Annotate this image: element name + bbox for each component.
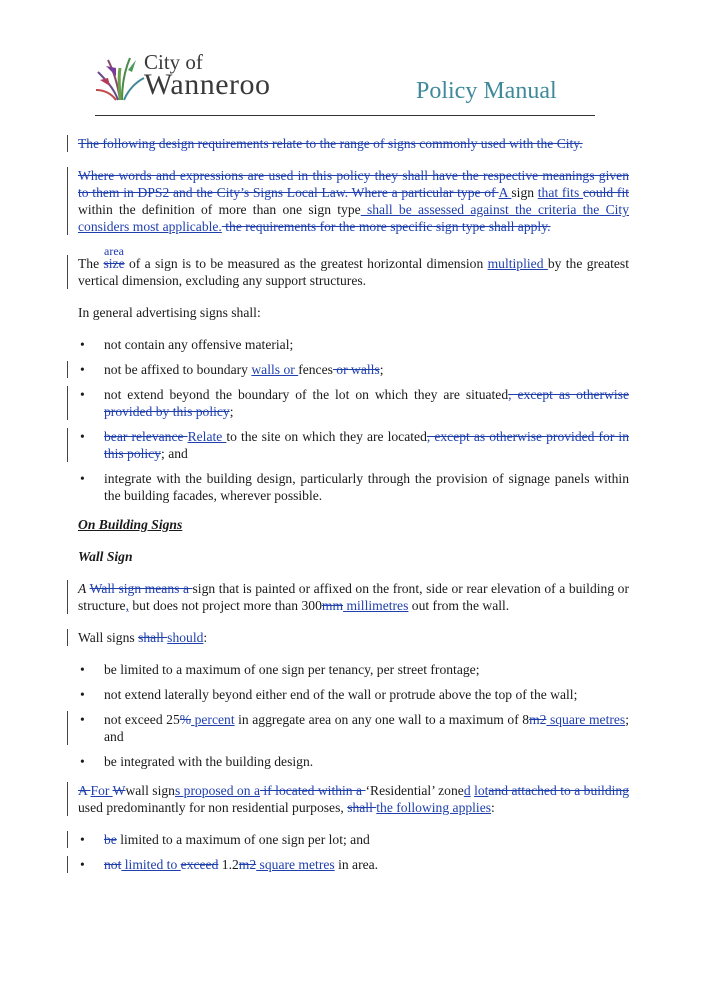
list-item xyxy=(78,661,629,678)
deleted-text: A xyxy=(78,783,91,798)
text: to the site on which they are located xyxy=(226,429,427,444)
inserted-text: A xyxy=(498,185,512,200)
list-item xyxy=(78,831,629,848)
text: not contain any offensive material; xyxy=(104,337,294,352)
bullet-icon: • xyxy=(80,662,85,677)
list-item xyxy=(78,753,629,770)
inserted-text: Relate xyxy=(187,429,227,444)
bullet-icon: • xyxy=(80,754,85,769)
text: limited to a maximum of one sign per lot; and xyxy=(116,832,370,847)
text: out from the wall. xyxy=(408,598,510,613)
inserted-text: , xyxy=(125,598,129,613)
text: be integrated with the building design. xyxy=(104,754,314,769)
text: sign xyxy=(511,185,538,200)
text: of a sign is to be measured as the greatest horizontal dimension xyxy=(124,256,488,271)
deleted-text: be xyxy=(104,832,117,847)
paragraph-sign-area xyxy=(78,244,629,289)
deleted-text: or walls xyxy=(332,362,380,377)
deleted-text: W xyxy=(112,783,126,798)
deleted-text: The following design requirements relate to the range of signs commonly used with the City. xyxy=(78,136,583,151)
text: wall sign xyxy=(125,783,175,798)
logo-plant-icon xyxy=(96,50,146,106)
document-body xyxy=(78,135,629,885)
deleted-text: shall xyxy=(138,630,168,645)
text: be limited to a maximum of one sign per tenancy, per street frontage; xyxy=(104,662,480,677)
text: A xyxy=(78,581,90,596)
inserted-text: multiplied xyxy=(487,256,548,271)
logo-text-city-of: City of xyxy=(144,50,203,74)
text: 1.2 xyxy=(218,857,239,872)
inserted-text: For xyxy=(90,783,113,798)
bullet-icon: • xyxy=(80,337,85,352)
inserted-text: the following applies xyxy=(376,800,492,815)
inserted-text: s proposed on a xyxy=(174,783,260,798)
list-item xyxy=(78,711,629,745)
inserted-text: lot xyxy=(474,783,489,798)
list-item xyxy=(78,386,629,420)
deleted-text: mm xyxy=(321,598,344,613)
text: ‘Residential’ zone xyxy=(365,783,464,798)
heading-on-building-signs: On Building Signs xyxy=(78,517,183,532)
deleted-text: m2 xyxy=(529,712,547,727)
deleted-text: not xyxy=(104,857,122,872)
inserted-text: limited to xyxy=(121,857,181,872)
text: but does not project more than 300 xyxy=(128,598,322,613)
paragraph-words-expressions xyxy=(78,167,629,235)
inserted-text: shall be assessed against the criteria the City considers most applicable. xyxy=(78,202,629,234)
text: ; and xyxy=(104,712,629,744)
paragraph-wall-sign-definition xyxy=(78,580,629,614)
text: by the greatest vertical dimension, excluding any support structures. xyxy=(78,256,629,288)
text: sign that is painted or affixed on the front, side or rear elevation of a building or structure xyxy=(78,581,629,613)
page-header xyxy=(0,0,706,120)
deleted-text: size xyxy=(103,256,125,271)
inserted-text: d xyxy=(463,783,471,798)
text: Wall signs xyxy=(78,630,139,645)
logo-text-wanneroo: Wanneroo xyxy=(144,68,271,101)
inserted-text: walls or xyxy=(251,362,299,377)
bullet-icon: • xyxy=(80,471,85,486)
deleted-text: exceed xyxy=(180,857,219,872)
paragraph-wall-signs-should xyxy=(78,629,629,646)
wall-signs-list xyxy=(78,661,629,770)
deleted-text: Wall sign means a xyxy=(89,581,193,596)
text: : xyxy=(203,630,208,645)
text: in area. xyxy=(334,857,379,872)
text: used predominantly for non residential purposes, xyxy=(78,800,348,815)
inserted-text: percent xyxy=(191,712,235,727)
deleted-text: % xyxy=(179,712,192,727)
heading-wall-sign: Wall Sign xyxy=(78,549,133,564)
text: not exceed 25 xyxy=(104,712,180,727)
deleted-text: and attached to a building xyxy=(488,783,629,798)
bullet-icon: • xyxy=(80,429,85,444)
deleted-text: , except as otherwise provided by this policy xyxy=(104,387,629,419)
general-signs-list xyxy=(78,336,629,504)
list-item xyxy=(78,361,629,378)
text: within the definition of more than one sign type xyxy=(78,202,361,217)
text: not extend laterally beyond either end of the wall or protrude above the top of the wall; xyxy=(104,687,578,702)
bullet-icon: • xyxy=(80,857,85,872)
deleted-text: m2 xyxy=(238,857,257,872)
list-item xyxy=(78,686,629,703)
inserted-text: should xyxy=(167,630,204,645)
text: : xyxy=(491,800,495,815)
header-divider xyxy=(95,115,595,116)
text: ; xyxy=(229,404,234,419)
city-of-wanneroo-logo xyxy=(96,46,276,106)
list-item xyxy=(78,470,629,504)
deleted-text: bear relevance xyxy=(104,429,188,444)
text: not be affixed to boundary xyxy=(104,362,252,377)
deleted-text: if located within a xyxy=(260,783,366,798)
text: fences xyxy=(298,362,333,377)
bullet-icon: • xyxy=(80,687,85,702)
inserted-text: millimetres xyxy=(343,598,409,613)
deleted-text: , except as otherwise provided for in this policy xyxy=(104,429,629,461)
paragraph-general-signs: In general advertising signs shall: xyxy=(78,305,261,320)
inserted-text: that fits xyxy=(537,185,583,200)
paragraph-design-requirements xyxy=(78,135,629,152)
deleted-text: shall xyxy=(347,800,377,815)
text: integrate with the building design, particularly through the provision of signage panels within the building facades, wherever possible. xyxy=(104,471,629,503)
bullet-icon: • xyxy=(80,712,85,727)
paragraph-residential-wall-signs xyxy=(78,782,629,816)
deleted-text: Where words and expressions are used in this policy they shall have the respective meanings given to them in DPS2 and the City’s Signs Local Law. Where a particular type of xyxy=(78,168,629,200)
bullet-icon: • xyxy=(80,832,85,847)
text: The xyxy=(78,256,104,271)
text: ; and xyxy=(161,446,188,461)
deleted-text: could fit xyxy=(582,185,629,200)
list-item xyxy=(78,428,629,462)
text: in aggregate area on any one wall to a maximum of 8 xyxy=(234,712,530,727)
text: ; xyxy=(379,362,384,377)
bullet-icon: • xyxy=(80,362,85,377)
inserted-text: square metres xyxy=(256,857,335,872)
deleted-text: the requirements for the more specific sign type shall apply. xyxy=(221,219,551,234)
manual-title: Policy Manual xyxy=(416,78,557,104)
list-item xyxy=(78,336,629,353)
list-item xyxy=(78,856,629,873)
residential-signs-list xyxy=(78,831,629,873)
text: not extend beyond the boundary of the lot on which they are situated xyxy=(104,387,509,402)
inserted-text: square metres xyxy=(546,712,626,727)
inserted-area-text: area xyxy=(104,244,124,258)
bullet-icon: • xyxy=(80,387,85,402)
